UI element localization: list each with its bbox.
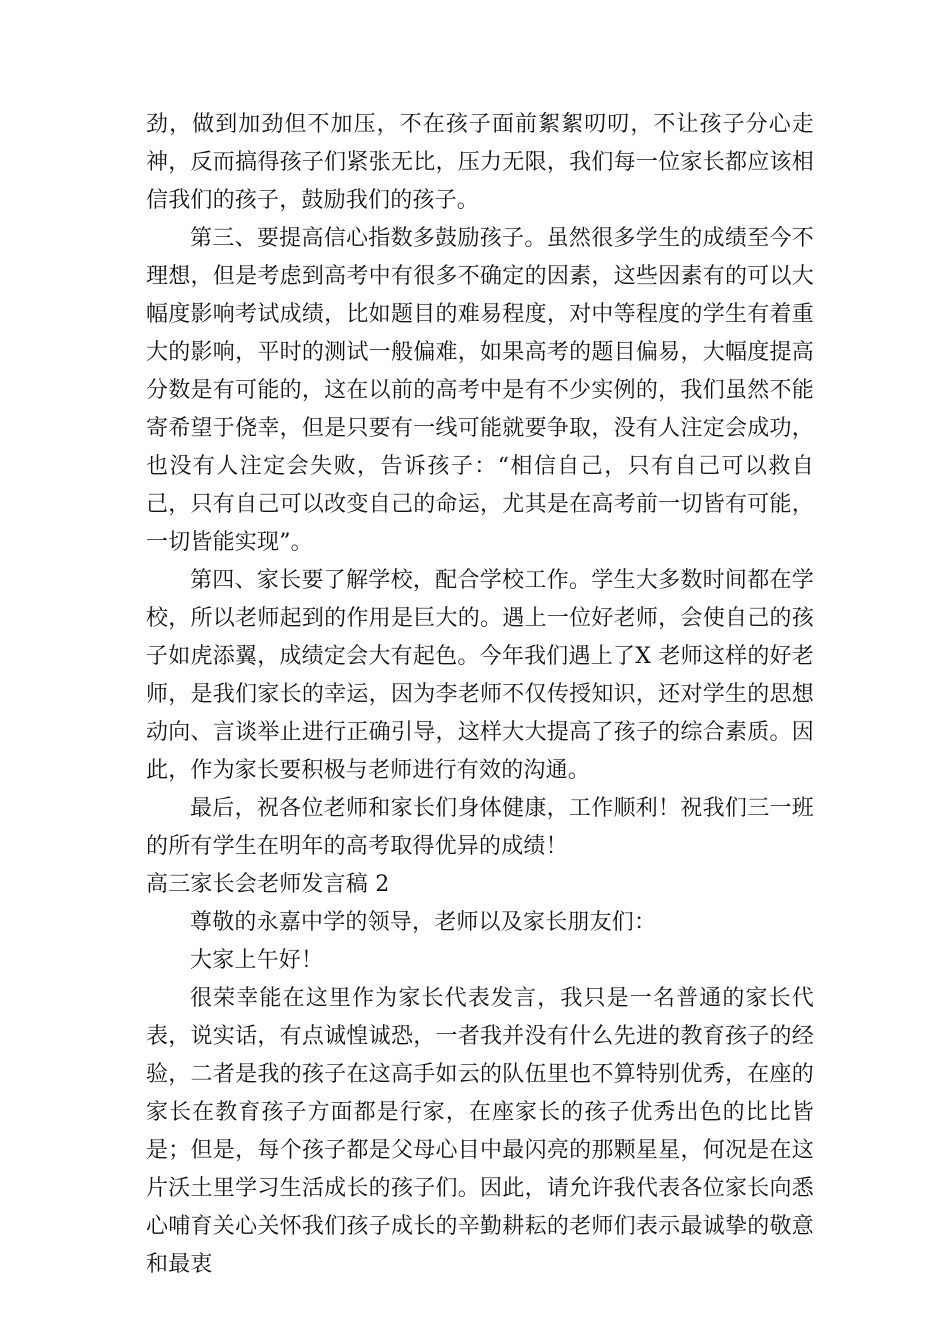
paragraph-point-four: 第四、家长要了解学校，配合学校工作。学生大多数时间都在学校，所以老师起到的作用是巨大的。遇上一位好老师，会使自己的孩子如虎添翼，成绩定会大有起色。今年我们遇上了X 老师这样的好老师，是我们家长的幸运，因为李老师不仅传授知识，还对学生的思想动向、言谈举止进行正确引导，这样大大提高了孩子的综合素质。因此，作为家长要积极与老师进行有效的沟通。 <box>146 568 814 783</box>
paragraph-speech-opening: 很荣幸能在这里作为家长代表发言，我只是一名普通的家长代表，说实话，有点诚惶诚恐，一者我并没有什么先进的教育孩子的经验，二者是我的孩子在这高手如云的队伍里也不算特别优秀，在座的家长在教育孩子方面都是行家，在座家长的孩子优秀出色的比比皆是；但是，每个孩子都是父母心目中最闪亮的那颗星星，何况是在这片沃土里学习生活成长的孩子们。因此，请允许我代表各位家长向悉心哺育关心关怀我们孩子成长的辛勤耕耘的老师们表示最诚挚的敬意和最衷 <box>146 986 814 1277</box>
document-body <box>146 106 814 1284</box>
greeting: 大家上午好！ <box>190 948 324 973</box>
salutation: 尊敬的永嘉中学的领导，老师以及家长朋友们： <box>190 910 657 935</box>
paragraph-closing-wishes: 最后，祝各位老师和家长们身体健康，工作顺利！祝我们三一班的所有学生在明年的高考取得优异的成绩！ <box>146 796 814 859</box>
paragraph-point-three: 第三、要提高信心指数多鼓励孩子。虽然很多学生的成绩至今不理想，但是考虑到高考中有很多不确定的因素，这些因素有的可以大幅度影响考试成绩，比如题目的难易程度，对中等程度的学生有着重大的影响，平时的测试一般偏难，如果高考的题目偏易，大幅度提高分数是有可能的，这在以前的高考中是有不少实例的，我们虽然不能寄希望于侥幸，但是只要有一线可能就要争取，没有人注定会成功，也没有人注定会失败，告诉孩子：“相信自己，只有自己可以救自己，只有自己可以改变自己的命运，尤其是在高考前一切皆有可能，一切皆能实现”。 <box>146 226 814 555</box>
section-heading: 高三家长会老师发言稿 2 <box>146 872 390 897</box>
paragraph-continuation: 劲，做到加劲但不加压，不在孩子面前絮絮叨叨，不让孩子分心走神，反而搞得孩子们紧张无比，压力无限，我们每一位家长都应该相信我们的孩子，鼓励我们的孩子。 <box>146 112 814 213</box>
